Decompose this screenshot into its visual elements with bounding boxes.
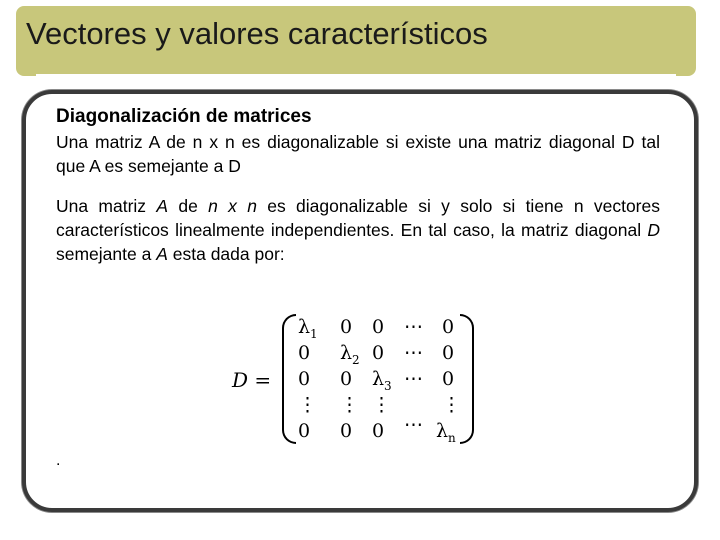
matrix-cell-r5-c2: 0: [340, 420, 353, 442]
matrix-label: D =: [232, 368, 272, 392]
matrix-cell-r5-c4: ⋯: [404, 414, 423, 436]
section-subtitle: Diagonalización de matrices: [56, 106, 312, 127]
title-underline: [36, 74, 676, 77]
matrix-cell-r1-c2: 0: [340, 316, 353, 338]
slide-title: Vectores y valores característicos: [26, 16, 488, 51]
theorem-var-nxn: n x n: [208, 196, 257, 216]
matrix-cell-r4-c3: ⋮: [372, 394, 391, 416]
matrix-cell-r1-c5: 0: [442, 316, 455, 338]
title-bar: [16, 6, 696, 76]
matrix-cell-r5-c5: $\lambda_n$: [436, 420, 456, 445]
right-parenthesis: [460, 314, 474, 444]
matrix-cell-r4-c5: ⋮: [442, 394, 461, 416]
matrix-cell-r3-c2: 0: [340, 368, 353, 390]
left-parenthesis: [282, 314, 296, 444]
matrix-cell-r5-c1: 0: [298, 420, 311, 442]
matrix-cell-r5-c3: 0: [372, 420, 385, 442]
definition-paragraph: Una matriz A de n x n es diagonalizable si existe una matriz diagonal D tal que A es semejante a D: [56, 132, 660, 176]
theorem-text-2: de: [168, 196, 209, 216]
matrix-cell-r3-c5: 0: [442, 368, 455, 390]
theorem-text-3: es diagonalizable si y solo si tiene n vectores característicos linealmente independientes. En tal caso, la matriz diagonal: [56, 196, 660, 240]
trailing-period: .: [56, 452, 61, 469]
slide-content: [56, 104, 660, 266]
matrix-cell-r3-c1: 0: [298, 368, 311, 390]
matrix-cell-r1-c3: 0: [372, 316, 385, 338]
matrix-cell-r2-c4: ⋯: [404, 342, 423, 364]
theorem-text-5: esta dada por:: [167, 244, 285, 264]
matrix-cell-r4-c1: ⋮: [298, 394, 317, 416]
diagonal-matrix: [232, 312, 492, 448]
theorem-paragraph: [56, 194, 660, 266]
lambda-subscript: 1: [310, 326, 318, 341]
matrix-cell-r2-c3: 0: [372, 342, 385, 364]
matrix-cell-r3-c3: $\lambda_3$: [372, 368, 392, 393]
lambda-subscript: 3: [384, 378, 392, 393]
matrix-cell-r1-c1: $\lambda_1$: [298, 316, 318, 341]
theorem-text-4: semejante a: [56, 244, 157, 264]
lambda-subscript: n: [448, 430, 456, 445]
matrix-cell-r1-c4: ⋯: [404, 316, 423, 338]
theorem-var-a: A: [156, 196, 169, 216]
matrix-cell-r2-c2: $\lambda_2$: [340, 342, 360, 367]
matrix-cell-r3-c4: ⋯: [404, 368, 423, 390]
theorem-var-a2: A: [156, 244, 168, 264]
theorem-text-1: Una matriz: [56, 196, 157, 216]
matrix-cell-r2-c5: 0: [442, 342, 455, 364]
matrix-cell-r4-c2: ⋮: [340, 394, 359, 416]
theorem-var-d: D: [647, 220, 660, 240]
matrix-cell-r2-c1: 0: [298, 342, 311, 364]
lambda-subscript: 2: [352, 352, 360, 367]
